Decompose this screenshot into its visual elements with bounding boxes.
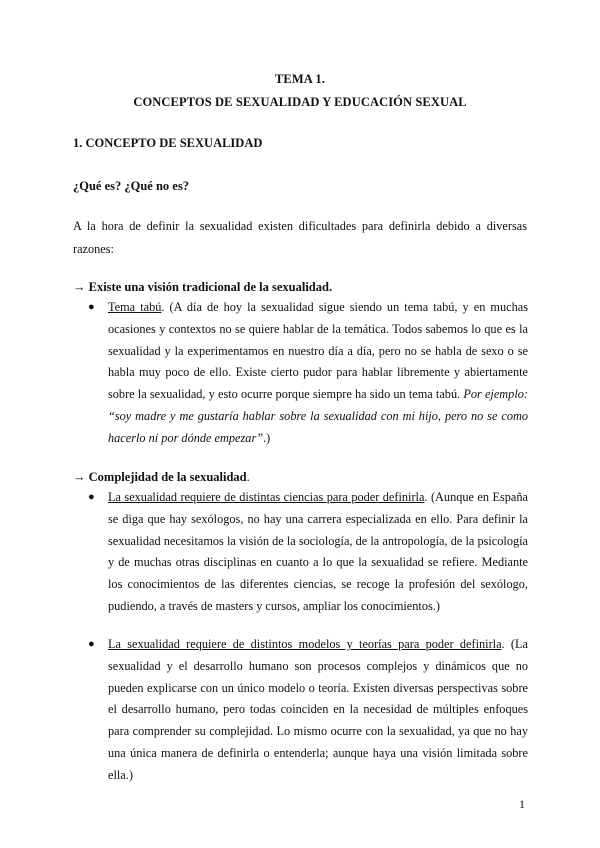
page-number: 1	[519, 797, 525, 811]
bullet-lead: Tema tabú	[108, 300, 162, 314]
bullet-lead: La sexualidad requiere de distintas ciencias para poder definirla	[108, 490, 425, 504]
bullet-icon: ●	[88, 301, 95, 313]
point-2-heading-text: → Complejidad de la sexualidad	[73, 470, 247, 484]
point-2-bullet-1	[88, 487, 528, 618]
point-1-bullet	[88, 297, 528, 450]
section-heading: 1. CONCEPTO DE SEXUALIDAD	[73, 136, 263, 150]
bullet-body: . (La sexualidad y el desarrollo humano son procesos complejos y dinámicos que no pueden explicarse con un único modelo o teoría. Existen diversas perspectivas sobre el desarrollo humano, pero todas coinciden en la necesidad de múltiples enfoques para comprender su complejidad. Lo mismo ocurre con la sexualidad, ya que no hay una única manera de definirla o entenderla; aunque haya una visión limitada sobre ella.)	[108, 637, 528, 782]
point-2-heading	[73, 470, 250, 485]
point-2-bullet-2	[88, 634, 528, 787]
bullet-lead: La sexualidad requiere de distintos modelos y teorías para poder definirla	[108, 637, 502, 651]
bullet-body: . (A día de hoy la sexualidad sigue siendo un tema tabú, y en muchas ocasiones y contextos no se quiere hablar de la temática. Todos sabemos lo que es la sexualidad y la experimentamos en nuestro día a día, pero no se habla de sexo o se habla muy poco de ello. Existe cierto pudor para hablar libremente y abiertamente sobre la sexualidad, y esto ocurre porque siempre ha sido un tema tabú.	[108, 300, 528, 402]
bullet-closing: .)	[263, 430, 271, 445]
bullet-icon: ●	[88, 491, 95, 503]
bullet-text	[108, 634, 528, 787]
intro-paragraph: A la hora de definir la sexualidad existen dificultades para definirla debido a diversas razones:	[73, 219, 527, 256]
bullet-text	[108, 297, 528, 450]
question-heading: ¿Qué es? ¿Qué no es?	[73, 179, 189, 193]
bullet-icon: ●	[88, 638, 95, 650]
title-line-1: TEMA 1.	[274, 72, 325, 86]
point-2-heading-end: .	[246, 470, 250, 484]
point-1-heading: → Existe una visión tradicional de la sexualidad.	[73, 280, 333, 294]
bullet-body: . (Aunque en España se diga que hay sexólogos, no hay una carrera especializada en ello. Para definir la sexualidad necesitamos la visión de la sociología, de la antropología, de la psicología y de muchas otras disciplinas en cuanto a lo que la sexualidad se refiere. Mediante los conocimientos de las diferentes ciencias, se recoge la profesión del sexólogo, pudiendo, a través de masters y cursos, ampliar los conocimientos.)	[108, 490, 528, 613]
title-line-2: CONCEPTOS DE SEXUALIDAD Y EDUCACIÓN SEXUAL	[133, 95, 467, 109]
bullet-example: Por ejemplo: “soy madre y me gustaría hablar sobre la sexualidad con mi hijo, pero no se como hacerlo ni por dónde empezar”	[108, 387, 528, 445]
bullet-text	[108, 487, 528, 618]
